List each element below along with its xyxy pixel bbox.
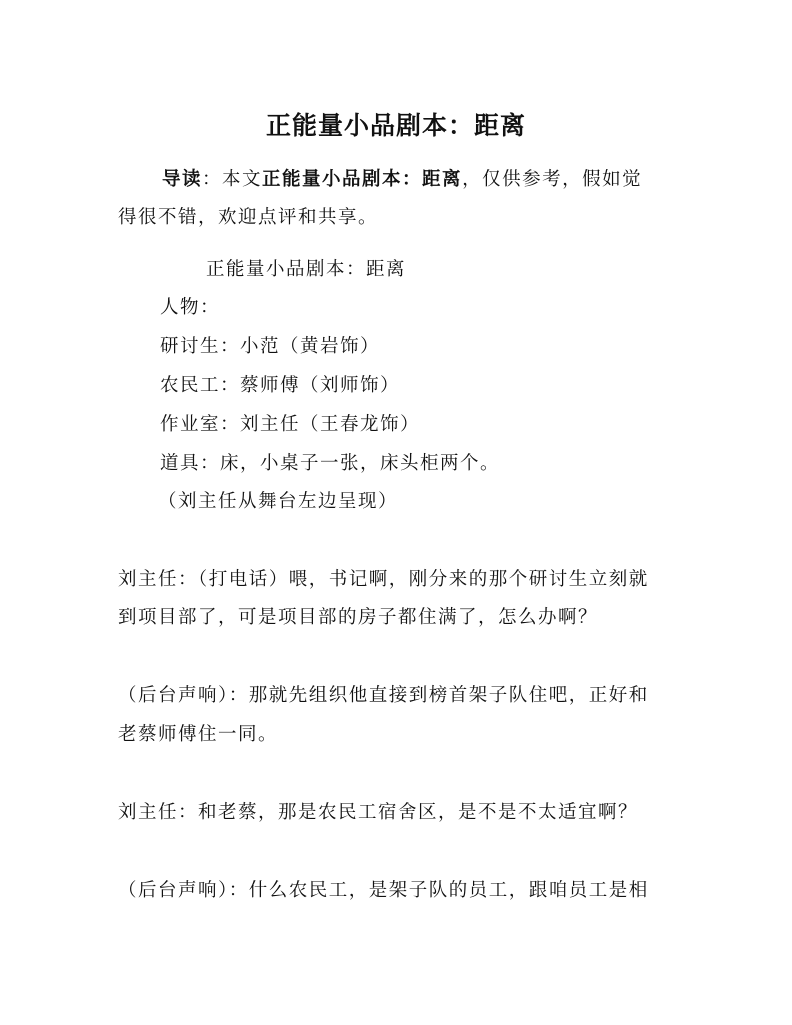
script-heading: 正能量小品剧本：距离 <box>206 259 407 280</box>
intro-line-1 <box>162 168 642 192</box>
intro-colon: ： <box>202 169 223 190</box>
props-line: 道具：床，小桌子一张，床头柜两个。 <box>160 453 501 474</box>
dialogue-p2-line-1: （后台声响）：那就先组织他直接到榜首架子队住吧，正好和 <box>118 685 649 706</box>
intro-prefix: 本文 <box>222 169 263 190</box>
dialogue-p3-line-1: 刘主任：和老蔡，那是农民工宿舍区，是不是不太适宜啊？ <box>118 802 639 823</box>
intro-label: 导读 <box>162 169 203 190</box>
character-line-2: 农民工：蔡师傅（刘师饰） <box>160 375 401 396</box>
intro-bold-title: 正能量小品剧本：距离 <box>262 169 463 190</box>
dialogue-p1-line-1: 刘主任：（打电话）喂，书记啊，刚分来的那个研讨生立刻就 <box>118 569 649 590</box>
document-title: 正能量小品剧本：距离 <box>265 111 526 140</box>
stage-direction: （刘主任从舞台左边呈现） <box>158 491 399 512</box>
character-line-1: 研讨生：小范（黄岩饰） <box>160 336 381 357</box>
intro-suffix: ，仅供参考，假如觉 <box>462 169 643 190</box>
dialogue-p1-line-2: 到项目部了，可是项目部的房子都住满了，怎么办啊？ <box>118 607 599 628</box>
characters-label: 人物： <box>160 297 221 318</box>
dialogue-p4-line-1: （后台声响）：什么农民工，是架子队的员工，跟咱员工是相 <box>118 880 649 901</box>
dialogue-p2-line-2: 老蔡师傅住一同。 <box>118 724 279 745</box>
intro-line-2: 得很不错，欢迎点评和共享。 <box>118 207 379 228</box>
character-line-3: 作业室：刘主任（王春龙饰） <box>160 414 421 435</box>
